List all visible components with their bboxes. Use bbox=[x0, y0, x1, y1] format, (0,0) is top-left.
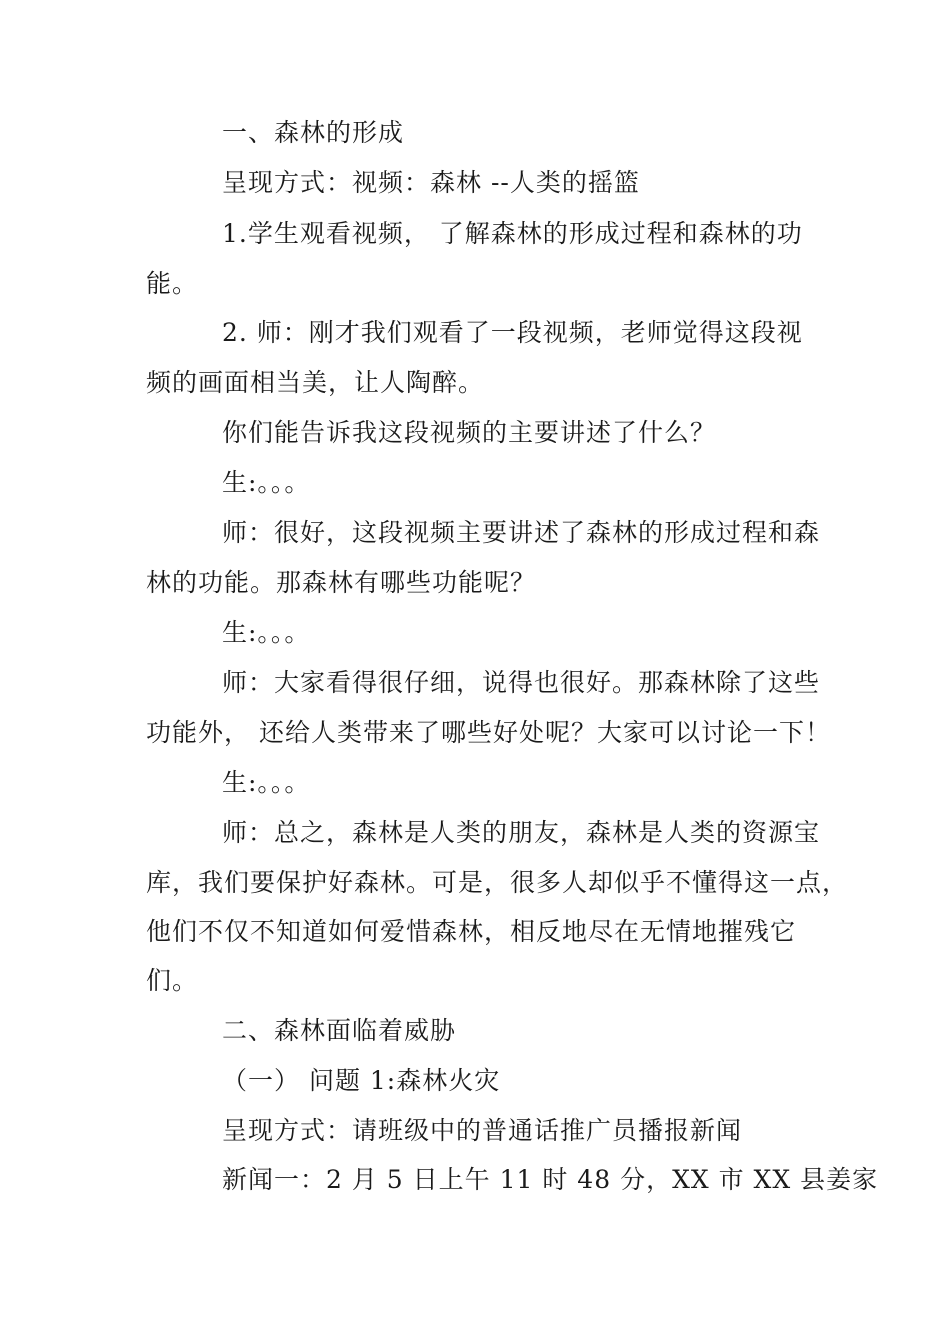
paragraph-line: 林的功能。那森林有哪些功能呢？ bbox=[146, 568, 537, 597]
paragraph-line: 频的画面相当美，让人陶醉。 bbox=[146, 368, 485, 397]
paragraph-line: 2. 师：刚才我们观看了一段视频，老师觉得这段视 bbox=[222, 318, 803, 347]
paragraph-line: 库，我们要保护好森林。可是，很多人却似乎不懂得这一点， bbox=[146, 868, 849, 897]
paragraph-line: 师：很好，这段视频主要讲述了森林的形成过程和森 bbox=[222, 518, 821, 547]
paragraph-line: 新闻一：2 月 5 日上午 11 时 48 分，XX 市 XX 县姜家 bbox=[222, 1165, 879, 1194]
paragraph-line: 生:。。。 bbox=[222, 618, 311, 647]
paragraph-line: 呈现方式：请班级中的普通话推广员播报新闻 bbox=[222, 1116, 743, 1145]
paragraph-line: 生:。。。 bbox=[222, 768, 311, 797]
paragraph-line: 你们能告诉我这段视频的主要讲述了什么？ bbox=[222, 418, 717, 447]
paragraph-line: 他们不仅不知道如何爱惜森林，相反地尽在无情地摧残它 bbox=[146, 917, 797, 946]
paragraph-line: 生:。。。 bbox=[222, 468, 311, 497]
paragraph-line: 师：总之，森林是人类的朋友，森林是人类的资源宝 bbox=[222, 818, 821, 847]
paragraph-line: 们。 bbox=[146, 966, 199, 995]
paragraph-line: 能。 bbox=[146, 269, 199, 298]
paragraph-line: 功能外， 还给人类带来了哪些好处呢？大家可以讨论一下！ bbox=[146, 718, 831, 747]
paragraph-line: 师：大家看得很仔细，说得也很好。那森林除了这些 bbox=[222, 668, 821, 697]
section-heading: 二、森林面临着威胁 bbox=[222, 1016, 457, 1045]
paragraph-line: 1.学生观看视频， 了解森林的形成过程和森林的功 bbox=[222, 219, 803, 248]
paragraph-line: 呈现方式：视频：森林 --人类的摇篮 bbox=[222, 168, 640, 197]
section-heading: 一、森林的形成 bbox=[222, 118, 405, 147]
subsection-heading: （一） 问题 1:森林火灾 bbox=[222, 1066, 501, 1095]
